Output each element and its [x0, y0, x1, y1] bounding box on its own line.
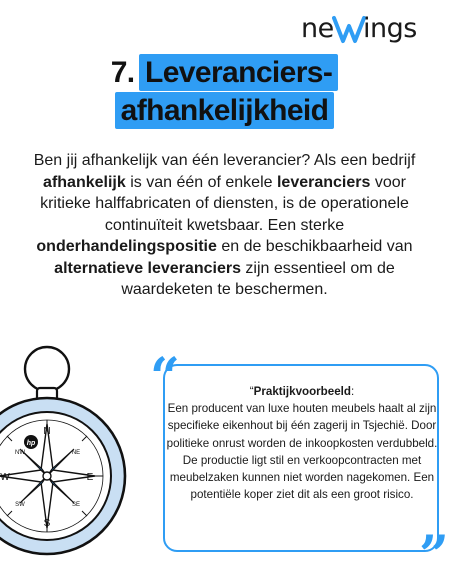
keyword-onderhandelingspositie: onderhandelingspositie	[36, 238, 217, 255]
keyword-leveranciers: leveranciers	[276, 173, 371, 191]
logo-wing-icon	[332, 14, 366, 44]
quote-heading: Praktijkvoorbeeld	[253, 385, 351, 398]
compass-label-s: S	[43, 518, 51, 529]
page-title	[0, 54, 449, 130]
compass-label-w: W	[0, 472, 10, 483]
close-quote-icon: ”	[419, 525, 449, 586]
brand-logo	[301, 12, 433, 42]
title-number: 7.	[110, 56, 135, 89]
compass-label-nw: NW	[15, 450, 25, 456]
quote-body: Een producent van luxe houten meubels haalt al zijn specifieke eikenhout bij één zagerij in Tsjechië. Door politieke onrust worden de inkoopkosten verdubbeld. De productie ligt stil en verkoopcontracten met meubelzaken kunnen niet worden nagekomen. Een potentiële koper ziet dit als een groot risico.	[166, 402, 438, 502]
compass-label-e: E	[86, 472, 94, 483]
title-line-1: Leveranciers-	[139, 54, 338, 91]
quote-prefix: “	[249, 385, 254, 398]
example-quote-text: “Praktijkvoorbeeld: Een producent van luxe houten meubels haalt al zijn specifieke eikenhout bij één zagerij in Tsjechië. Door politieke onrust worden de inkoopkosten verdubbeld. De productie ligt stil en verkoopcontracten met meubelzaken kunnen niet worden nagekomen. Een potentiële koper ziet dit als een groot risico.	[166, 385, 438, 502]
logo-text-prefix: ne	[301, 13, 334, 44]
compass-label-n: N	[43, 426, 51, 437]
compass-illustration	[0, 336, 150, 561]
open-quote-icon: “	[150, 347, 180, 408]
keyword-alternatieve-leveranciers: alternatieve leveranciers	[54, 259, 241, 277]
compass-label-se: SE	[71, 502, 81, 508]
intro-paragraph: Ben jij afhankelijk van één leverancier? Als een bedrijf afhankelijk is van één of enkele leveranciers voor kritieke halffabricaten of diensten, is de operationele continuïteit kwetsbaar. Een sterke onderhandelingspositie en de beschikbaarheid van alternatieve leveranciers zijn essentieel om de waardeketen te beschermen.	[33, 152, 416, 298]
compass-brand-mark: hp	[26, 440, 36, 447]
keyword-afhankelijk: afhankelijk	[43, 173, 126, 191]
logo-text-suffix: ings	[363, 13, 417, 44]
compass-label-ne: NE	[71, 450, 81, 456]
title-line-2: afhankelijkheid	[115, 92, 335, 129]
compass-label-sw: SW	[15, 502, 25, 508]
